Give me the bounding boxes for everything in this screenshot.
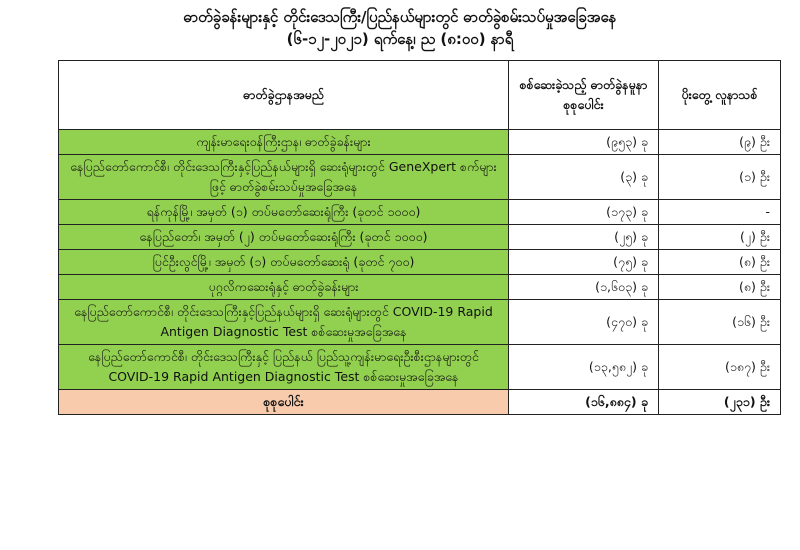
positive-cell: (၈) ဦး (659, 275, 781, 300)
title-line-1: ဓာတ်ခွဲခန်းများနှင့် တိုင်းဒေသကြီး/ပြည်နယ်များတွင် ဓာတ်ခွဲစမ်းသပ်မှုအခြေအနေ (183, 8, 617, 26)
samples-cell: (၁,၆၀၃) ခု (509, 275, 659, 300)
table-row (59, 130, 781, 155)
samples-cell: (၄၇၀) ခု (509, 300, 659, 345)
positive-cell: (၂) ဦး (659, 225, 781, 250)
lab-name-cell: ပုဂ္ဂလိကဆေးရုံနှင့် ဓာတ်ခွဲခန်းများ (59, 275, 509, 300)
positive-cell: (၉) ဦး (659, 130, 781, 155)
header-samples: စစ်ဆေးခဲ့သည့် ဓာတ်ခွဲနမူနာ စုစုပေါင်း (509, 61, 659, 130)
table-row (59, 225, 781, 250)
lab-name-cell: နေပြည်တော်၊ အမှတ် (၂) တပ်မတော်ဆေးရုံကြီး (ခုတင် ၁၀၀၀) (59, 225, 509, 250)
table-row (59, 200, 781, 225)
positive-cell: (၈) ဦး (659, 250, 781, 275)
table-row (59, 345, 781, 390)
report-title (0, 0, 800, 54)
positive-cell: - (659, 200, 781, 225)
samples-cell: (၃) ခု (509, 155, 659, 200)
positive-cell: (၁၈၇) ဦး (659, 345, 781, 390)
lab-testing-table (58, 60, 781, 415)
positive-cell: (၁) ဦး (659, 155, 781, 200)
total-positive-cell: (၂၃၁) ဦး (659, 390, 781, 415)
table-header-row (59, 61, 781, 130)
header-lab-name: ဓာတ်ခွဲဌာနအမည် (59, 61, 509, 130)
total-samples-cell: (၁၆,၈၈၄) ခု (509, 390, 659, 415)
lab-name-cell: နေပြည်တော်ကောင်စီ၊ တိုင်းဒေသကြီးနှင့် ပြည်နယ် ပြည်သူ့ကျန်းမာရေးဦးစီးဌာနများတွင် COVID-19 Rapid Antigen Diagnostic Test စစ်ဆေးမှုအခြေအနေ (59, 345, 509, 390)
samples-cell: (၂၅) ခု (509, 225, 659, 250)
lab-name-cell: ရန်ကုန်မြို့၊ အမှတ် (၁) တပ်မတော်ဆေးရုံကြီး (ခုတင် ၁၀၀၀) (59, 200, 509, 225)
total-row (59, 390, 781, 415)
lab-name-cell: နေပြည်တော်ကောင်စီ၊ တိုင်းဒေသကြီးနှင့်ပြည်နယ်များရှိ ဆေးရုံများတွင် GeneXpert စက်များဖြင့် ဓာတ်ခွဲစမ်းသပ်မှုအခြေအနေ (59, 155, 509, 200)
samples-cell: (၉၅၃) ခု (509, 130, 659, 155)
samples-cell: (၁၇၃) ခု (509, 200, 659, 225)
lab-name-cell: ပြင်ဦးလွင်မြို့၊ အမှတ် (၁) တပ်မတော်ဆေးရုံ (ခုတင် ၇၀၀) (59, 250, 509, 275)
title-line-2: (၆-၁၂-၂၀၂၁) ရက်နေ့၊ ည (၈:၀၀) နာရီ (286, 30, 514, 48)
table-row (59, 250, 781, 275)
samples-cell: (၁၃,၅၈၂) ခု (509, 345, 659, 390)
total-label-cell: စုစုပေါင်း (59, 390, 509, 415)
table-row (59, 155, 781, 200)
table-row (59, 300, 781, 345)
lab-name-cell: ကျန်းမာရေးဝန်ကြီးဌာန၊ ဓာတ်ခွဲခန်းများ (59, 130, 509, 155)
table-row (59, 275, 781, 300)
header-positive: ပိုးတွေ့ လူနာသစ် (659, 61, 781, 130)
samples-cell: (၇၅) ခု (509, 250, 659, 275)
lab-name-cell: နေပြည်တော်ကောင်စီ၊ တိုင်းဒေသကြီးနှင့်ပြည်နယ်များရှိ ဆေးရုံများတွင် COVID-19 Rapid Antigen Diagnostic Test စစ်ဆေးမှုအခြေအနေ (59, 300, 509, 345)
positive-cell: (၁၆) ဦး (659, 300, 781, 345)
